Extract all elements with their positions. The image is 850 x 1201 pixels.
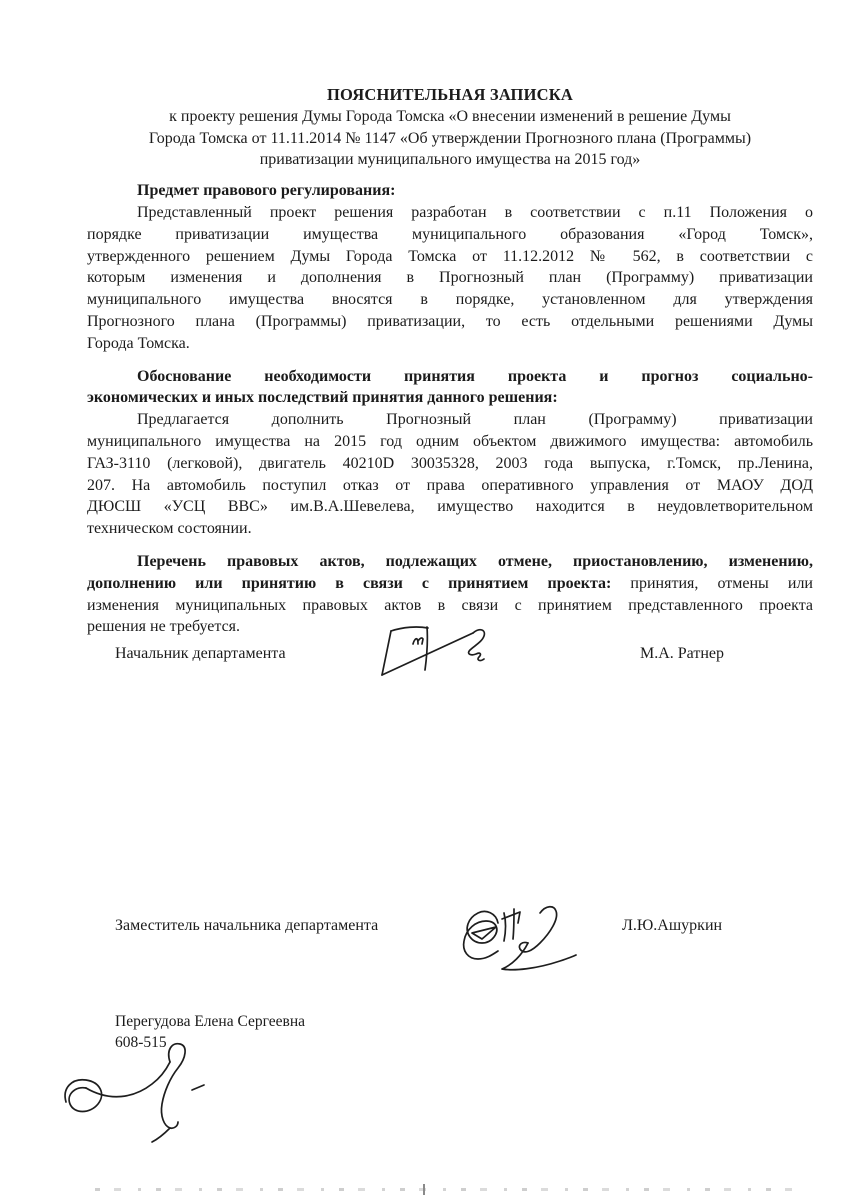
document-subtitle-line: к проекту решения Думы Города Томска «О внесении изменений в решение Думы — [169, 107, 731, 125]
text-line: которым изменения и дополнения в Прогнозный план (Программу) приватизации — [87, 269, 813, 287]
section-subject — [87, 180, 813, 354]
signer-role: Заместитель начальника департамента — [115, 917, 379, 934]
text-line: утвержденного решением Думы Города Томска от 11.12.2012 № 562, в соответствии с — [87, 247, 813, 265]
text-line: Предлагается дополнить Прогнозный план (Программу) приватизации — [137, 411, 813, 429]
section-paragraph — [87, 202, 813, 355]
section-heading — [87, 366, 813, 410]
text-line: муниципального имущества на 2015 год одним объектом движимого имущества: автомобиль — [87, 432, 813, 450]
text-line: порядке приватизации имущества муниципального образования «Город Томск», — [87, 225, 813, 243]
text-line: 207. На автомобиль поступил отказ от права оперативного управления от МАОУ ДОД — [87, 476, 813, 494]
signer-name: М.А. Ратнер — [640, 645, 725, 662]
signature-l-ashurkin — [452, 898, 580, 978]
executor-name: Перегудова Елена Сергеевна — [115, 1013, 306, 1030]
scan-artifact-line — [95, 1188, 807, 1191]
executor-phone: 608-515 — [115, 1034, 167, 1051]
text-line: техническом состоянии. — [87, 520, 252, 538]
text-line: решения не требуется. — [87, 618, 241, 636]
section-justification — [87, 366, 813, 540]
text-line: Обоснование необходимости принятия проекта и прогноз социально- — [137, 367, 813, 385]
text-line: ГАЗ-3110 (легковой), двигатель 40210D 30035328, 2003 года выпуска, г.Томск, пр.Ленина, — [87, 454, 813, 472]
signature-scribble-icon — [375, 622, 493, 686]
section-paragraph — [87, 409, 813, 540]
document-subtitle-line: Города Томска от 11.11.2014 № 1147 «Об утверждении Прогнозного плана (Программы) — [148, 129, 752, 147]
text-line: экономических и иных последствий принятия данного решения: — [87, 389, 558, 407]
text-line: Города Томска. — [87, 334, 190, 352]
text-line: дополнению или принятию в связи с принятием проекта: принятия, отмены или — [87, 574, 813, 592]
text-line: Представленный проект решения разработан в соответствии с п.11 Положения о — [137, 203, 813, 221]
signature-m-ratner — [375, 622, 493, 686]
signer-role: Начальник департамента — [115, 645, 286, 662]
signature-executor — [60, 1038, 215, 1146]
text-line: Перечень правовых актов, подлежащих отмене, приостановлению, изменению, — [137, 552, 813, 570]
scan-artifact-tick — [423, 1184, 425, 1195]
signature-scribble-icon — [452, 898, 580, 978]
text-line: ДЮСШ «УСЦ ВВС» им.В.А.Шевелева, имущество находится в неудовлетворительном — [87, 498, 813, 516]
text-line: изменения муниципальных правовых актов в связи с принятием представленного проекта — [87, 596, 813, 614]
signer-name: Л.Ю.Ашуркин — [622, 917, 723, 934]
signature-scribble-icon — [60, 1038, 215, 1146]
document-subtitle-line: приватизации муниципального имущества на 2015 год» — [259, 151, 641, 169]
text-line: муниципального имущества вносятся в порядке, установленном для утверждения — [87, 291, 813, 309]
text-line: Прогнозного плана (Программы) приватизации, то есть отдельными решениями Думы — [87, 312, 813, 330]
document-title: ПОЯСНИТЕЛЬНАЯ ЗАПИСКА — [326, 85, 573, 104]
section-heading: Предмет правового регулирования: — [137, 182, 396, 200]
